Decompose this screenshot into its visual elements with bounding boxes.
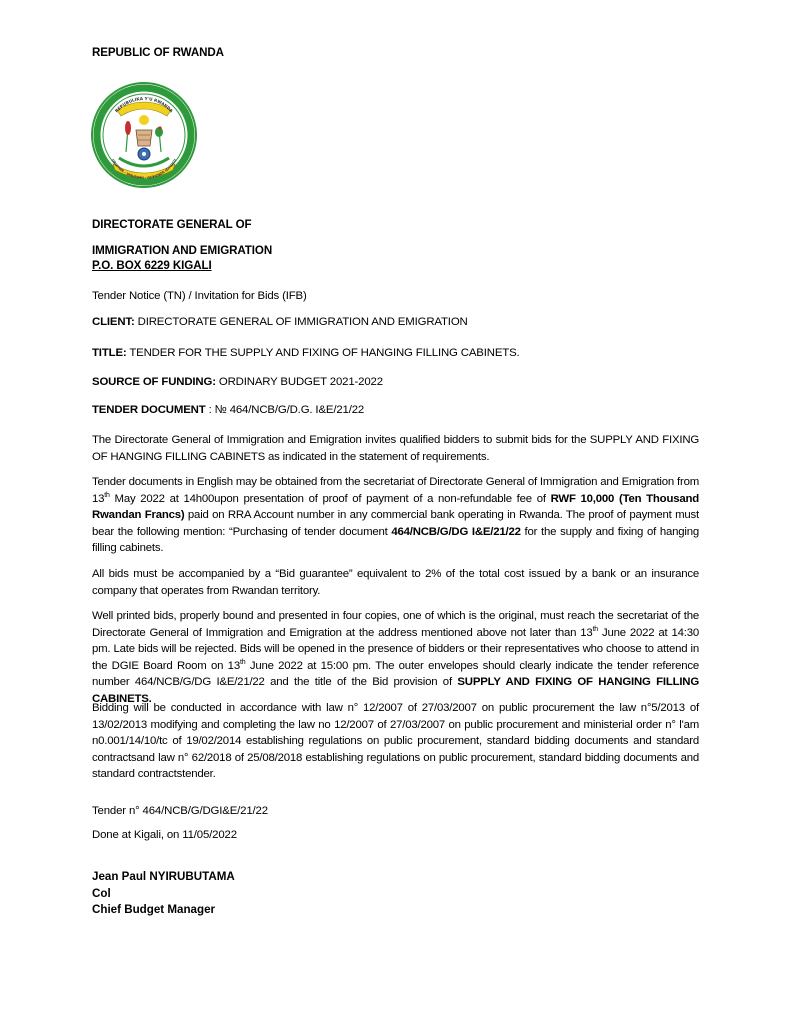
org-line-1: DIRECTORATE GENERAL OF: [92, 218, 252, 231]
p4-text-a: Well printed bids, properly bound and presented in four copies, one of which is the original, must reach the secretariat of the Directorate General of Immigration and Emigration at the address mentioned above not later than 13: [92, 610, 699, 639]
org-line-2: IMMIGRATION AND EMIGRATION: [92, 244, 273, 257]
signature-block: [92, 869, 235, 919]
document-label: TENDER DOCUMENT: [92, 404, 206, 416]
funding-value: ORDINARY BUDGET 2021-2022: [215, 376, 383, 388]
paragraph-invitation: The Directorate General of Immigration and Emigration invites qualified bidders to submit bids for the SUPPLY AND FIXING OF HANGING FILLING CABINETS as indicated in the statement of requirements.: [92, 434, 699, 463]
p4-sup-2: th: [239, 658, 246, 666]
p2-text-b: May 2022 at 14h00upon presentation of proof of payment of a non-refundable fee of: [109, 492, 551, 505]
rwanda-coat-of-arms-seal: [89, 80, 199, 190]
done-at: Done at Kigali, on 11/05/2022: [92, 829, 237, 841]
paragraph-legal-basis: Bidding will be conducted in accordance with law n° 12/2007 of 27/03/2007 on public procurement the law n°5/2013 of 13/02/2013 modifying and completing the law no 12/2007 of 27/03/2007 on public procurement and ministerial order n° l'am n0.001/14/10/tc of 19/02/2014 establishing regulations on public procurement, standard bidding documents and standard contractsand law n° 62/2018 of 25/08/2018 establishing regulations on public procurement, standard bidding documents and standard contractstender.: [92, 702, 699, 781]
client-label: CLIENT:: [92, 316, 135, 328]
p2-sup: th: [104, 491, 110, 499]
client-field: [92, 316, 468, 328]
client-value: DIRECTORATE GENERAL OF IMMIGRATION AND EMIGRATION: [134, 316, 468, 328]
p2-text-d: for the supply and fixing of hanging filling cabinets.: [92, 525, 699, 555]
signatory-rank: Col: [92, 886, 111, 900]
document-value: : № 464/NCB/G/D.G. I&E/21/22: [205, 404, 365, 416]
title-field: [92, 347, 520, 359]
funding-label: SOURCE OF FUNDING:: [92, 376, 216, 388]
paragraph-bid-guarantee: All bids must be accompanied by a “Bid guarantee” equivalent to 2% of the total cost issued by a bank or an insurance company that operates from Rwandan territory.: [92, 568, 699, 597]
p4-text-b: June 2022 at 14:30 pm. Late bids will be rejected. Bids will be opened in the presence of bidders or their representatives who choose to attend in the DGIE Board Room on 13: [92, 626, 699, 672]
paragraph-submission: [92, 608, 699, 708]
document-field: [92, 404, 364, 416]
notice-type: Tender Notice (TN) / Invitation for Bids (IFB): [92, 290, 307, 302]
funding-field: [92, 376, 383, 388]
seal-top-text: REPUBULIKA Y'U RWANDA: [113, 95, 175, 114]
p4-sup-1: th: [592, 625, 599, 633]
tender-number: Tender n° 464/NCB/G/DGI&E/21/22: [92, 805, 268, 817]
po-box: P.O. BOX 6229 KIGALI: [92, 259, 212, 272]
bid-title-bold: SUPPLY AND FIXING OF HANGING FILLING CABINETS.: [92, 676, 699, 705]
tender-ref-bold: 464/NCB/G/DG I&E/21/22: [391, 525, 521, 538]
title-value: TENDER FOR THE SUPPLY AND FIXING OF HANGING FILLING CABINETS.: [126, 347, 520, 359]
paragraph-documents: [92, 474, 699, 557]
fee-amount: RWF 10,000 (Ten Thousand Rwandan Francs): [92, 492, 699, 522]
signatory-title: Chief Budget Manager: [92, 903, 216, 916]
country-heading: REPUBLIC OF RWANDA: [92, 46, 224, 59]
p4-text-c: June 2022 at 15:00 pm. The outer envelopes should clearly indicate the tender reference number 464/NCB/G/DG I&E/21/22 and the title of the Bid provision of: [92, 659, 699, 689]
title-label: TITLE:: [92, 347, 127, 359]
p2-text-a: Tender documents in English may be obtained from the secretariat of Directorate General of Immigration and Emigration from 13: [92, 476, 699, 505]
p2-text-c: paid on RRA Account number in any commercial bank operating in Rwanda. The proof of payment must bear the following mention: “Purchasing of tender document: [92, 509, 699, 538]
signatory-name: Jean Paul NYIRUBUTAMA: [92, 870, 235, 883]
seal-motto-text: UBUMWE - UMURIMO - GUKUNDA IGIHUGU: [110, 158, 178, 181]
